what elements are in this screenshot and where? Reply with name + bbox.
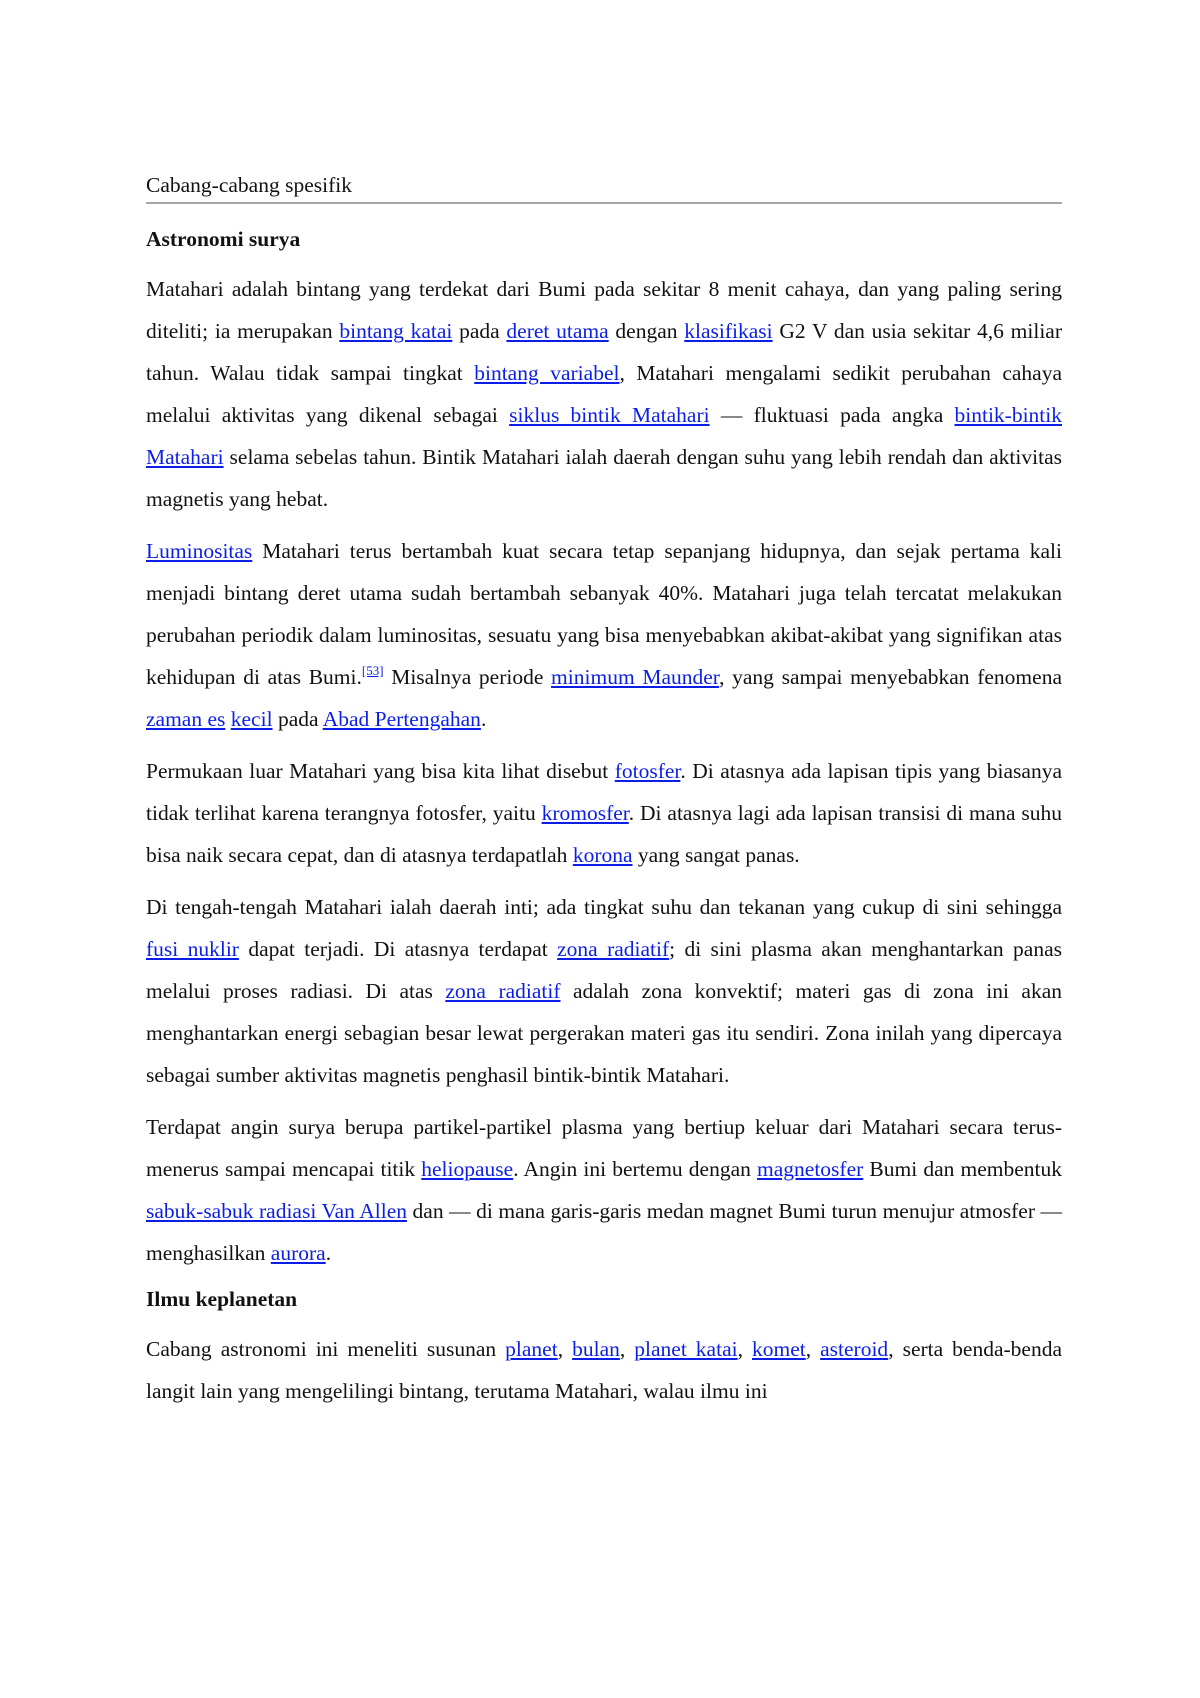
paragraph-3 (146, 750, 1062, 876)
link-bintang-variabel[interactable]: bintang variabel (474, 361, 620, 385)
link-kromosfer[interactable]: kromosfer (541, 801, 629, 825)
text: ; di sini plasma akan menghantarkan panas melalui proses radiasi. Di atas (146, 937, 1062, 1003)
text: pada (272, 707, 323, 731)
text: Matahari terus bertambah kuat secara tetap sepanjang hidupnya, dan sejak pertama kali menjadi bintang deret utama sudah bertambah sebanyak 40%. Matahari juga telah tercatat melakukan perubahan periodik dalam luminositas, sesuatu yang bisa menyebabkan akibat-akibat yang signifikan atas kehidupan di atas Bumi. (146, 539, 1062, 689)
text: Bumi dan membentuk (863, 1157, 1062, 1181)
text: G2 V dan usia sekitar 4,6 miliar tahun. Walau tidak sampai tingkat (146, 319, 1062, 385)
text: . Di atasnya ada lapisan tipis yang biasanya tidak terlihat karena terangnya fotosfer, yaitu (146, 759, 1062, 825)
document-page (146, 170, 1062, 1422)
text: Matahari adalah bintang yang terdekat dari Bumi pada sekitar 8 menit cahaya, dan yang paling sering diteliti; ia merupakan (146, 277, 1062, 343)
link-aurora[interactable]: aurora (270, 1241, 326, 1265)
heading-ilmu-keplanetan: Ilmu keplanetan (146, 1287, 298, 1311)
text: — fluktuasi pada angka (709, 403, 955, 427)
paragraph-5 (146, 1106, 1062, 1274)
link-heliopause[interactable]: heliopause (421, 1157, 514, 1181)
link-zona-radiatif[interactable]: zona radiatif (557, 937, 670, 961)
link-bintik-bintik-matahari[interactable]: bintik-bintik Matahari (146, 403, 1062, 469)
link-abad-pertengahan[interactable]: Abad Pertengahan (322, 707, 481, 731)
text: Cabang astronomi ini meneliti susunan (146, 1337, 506, 1361)
link-deret-utama[interactable]: deret utama (506, 319, 609, 343)
link-luminositas[interactable]: Luminositas (146, 539, 253, 563)
text: selama sebelas tahun. Bintik Matahari ialah daerah dengan suhu yang lebih rendah dan aktivitas magnetis yang hebat. (146, 445, 1062, 511)
text: , (737, 1337, 752, 1361)
text: dan — di mana garis-garis medan magnet Bumi turun menujur atmosfer — menghasilkan (146, 1199, 1062, 1265)
heading-astronomi-surya: Astronomi surya (146, 227, 301, 251)
text: Di tengah-tengah Matahari ialah daerah inti; ada tingkat suhu dan tekanan yang cukup di sini sehingga (146, 895, 1062, 919)
paragraph-2 (146, 530, 1062, 740)
text: Misalnya periode (383, 665, 552, 689)
text: , serta benda-benda langit lain yang mengelilingi bintang, terutama Matahari, walau ilmu ini (146, 1337, 1063, 1403)
citation-53[interactable]: [53] (361, 663, 384, 678)
text: . Angin ini bertemu dengan (513, 1157, 758, 1181)
link-fusi-nuklir[interactable]: fusi nuklir (146, 937, 239, 961)
link-komet[interactable]: komet (751, 1337, 806, 1361)
link-minimum-maunder[interactable]: minimum Maunder (551, 665, 720, 689)
text: . Di atasnya lagi ada lapisan transisi di mana suhu bisa naik secara cepat, dan di atasnya terdapatlah (146, 801, 1063, 867)
text: , yang sampai menyebabkan fenomena (719, 665, 1062, 689)
text: Terdapat angin surya berupa partikel-partikel plasma yang bertiup keluar dari Matahari secara terus-menerus sampai mencapai titik (146, 1115, 1062, 1181)
paragraph-6 (146, 1328, 1062, 1412)
text: , (619, 1337, 635, 1361)
text: yang sangat panas. (632, 843, 800, 867)
paragraph-1 (146, 268, 1062, 520)
link-siklus-bintik-matahari[interactable]: siklus bintik Matahari (509, 403, 710, 427)
section-heading: Cabang-cabang spesifik (146, 170, 1062, 204)
link-magnetosfer[interactable]: magnetosfer (757, 1157, 864, 1181)
text: Permukaan luar Matahari yang bisa kita lihat disebut (146, 759, 615, 783)
text: adalah zona konvektif; materi gas di zona ini akan menghantarkan energi sebagian besar lewat pergerakan materi gas itu sendiri. Zona inilah yang dipercaya sebagai sumber aktivitas magnetis penghasil bintik-bintik Matahari. (146, 979, 1062, 1087)
text: dengan (608, 319, 685, 343)
text: . (325, 1241, 332, 1265)
text: . (480, 707, 487, 731)
link-planet-katai[interactable]: planet katai (634, 1337, 738, 1361)
link-bintang-katai[interactable]: bintang katai (339, 319, 453, 343)
paragraph-4 (146, 886, 1062, 1096)
link-korona[interactable]: korona (572, 843, 633, 867)
link-asteroid[interactable]: asteroid (820, 1337, 889, 1361)
link-zona-radiatif-2[interactable]: zona radiatif (445, 979, 561, 1003)
link-bulan[interactable]: bulan (572, 1337, 620, 1361)
text: , Matahari mengalami sedikit perubahan cahaya melalui aktivitas yang dikenal sebagai (146, 361, 1062, 427)
link-zaman-es[interactable]: zaman es (146, 707, 226, 731)
text: dapat terjadi. Di atasnya terdapat (238, 937, 558, 961)
text: pada (452, 319, 507, 343)
link-fotosfer[interactable]: fotosfer (614, 759, 681, 783)
link-planet[interactable]: planet (505, 1337, 558, 1361)
text: , (557, 1337, 573, 1361)
text: , (805, 1337, 821, 1361)
link-klasifikasi[interactable]: klasifikasi (684, 319, 773, 343)
link-kecil[interactable]: kecil (230, 707, 273, 731)
link-sabuk-radiasi-van-allen[interactable]: sabuk-sabuk radiasi Van Allen (146, 1199, 407, 1223)
